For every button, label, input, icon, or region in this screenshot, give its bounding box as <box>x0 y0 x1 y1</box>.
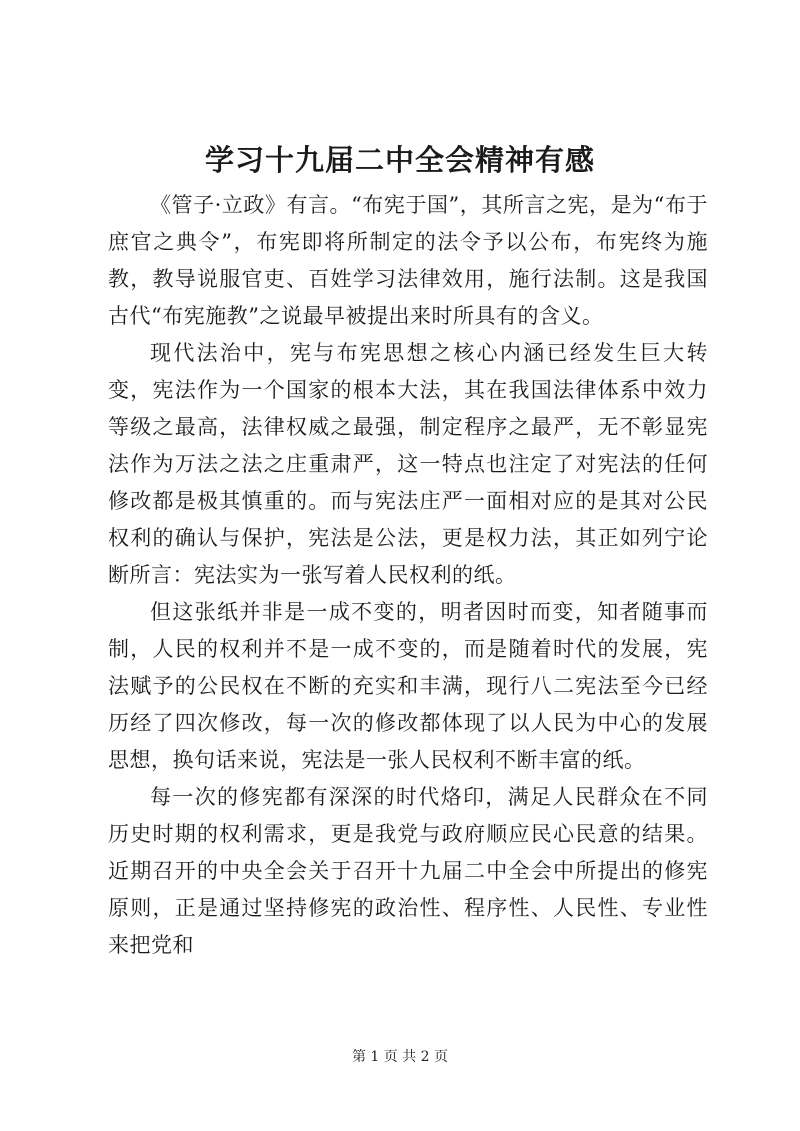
document-body <box>108 187 708 964</box>
paragraph-1: 《管子·立政》有言。“布宪于国”，其所言之宪，是为“布于庶官之典令”，布宪即将所制定的法令予以公布，布宪终为施教，教导说服官吏、百姓学习法律效用，施行法制。这是我国古代“布宪施教”之说最早被提出来时所具有的含义。 <box>108 193 708 328</box>
paragraph-3: 但这张纸并非是一成不变的，明者因时而变，知者随事而制，人民的权利并不是一成不变的，而是随着时代的发展，宪法赋予的公民权在不断的充实和丰满，现行八二宪法至今已经历经了四次修改，每一次的修改都体现了以人民为中心的发展思想，换句话来说，宪法是一张人民权利不断丰富的纸。 <box>108 600 708 772</box>
paragraph-2: 现代法治中，宪与布宪思想之核心内涵已经发生巨大转变，宪法作为一个国家的根本大法，其在我国法律体系中效力等级之最高，法律权威之最强，制定程序之最严，无不彰显宪法作为万法之法之庄重肃严，这一特点也注定了对宪法的任何修改都是极其慎重的。而与宪法庄严一面相对应的是其对公民权利的确认与保护，宪法是公法，更是权力法，其正如列宁论断所言：宪法实为一张写着人民权利的纸。 <box>108 341 708 587</box>
page-title: 学习十九届二中全会精神有感 <box>204 143 595 177</box>
page-number-footer: 第 1 页 共 2 页 <box>351 1049 449 1065</box>
paragraph-4: 每一次的修宪都有深深的时代烙印，满足人民群众在不同历史时期的权利需求，更是我党与政府顺应民心民意的结果。近期召开的中央全会关于召开十九届二中全会中所提出的修宪原则，正是通过坚持修宪的政治性、程序性、人民性、专业性来把党和 <box>108 785 708 957</box>
